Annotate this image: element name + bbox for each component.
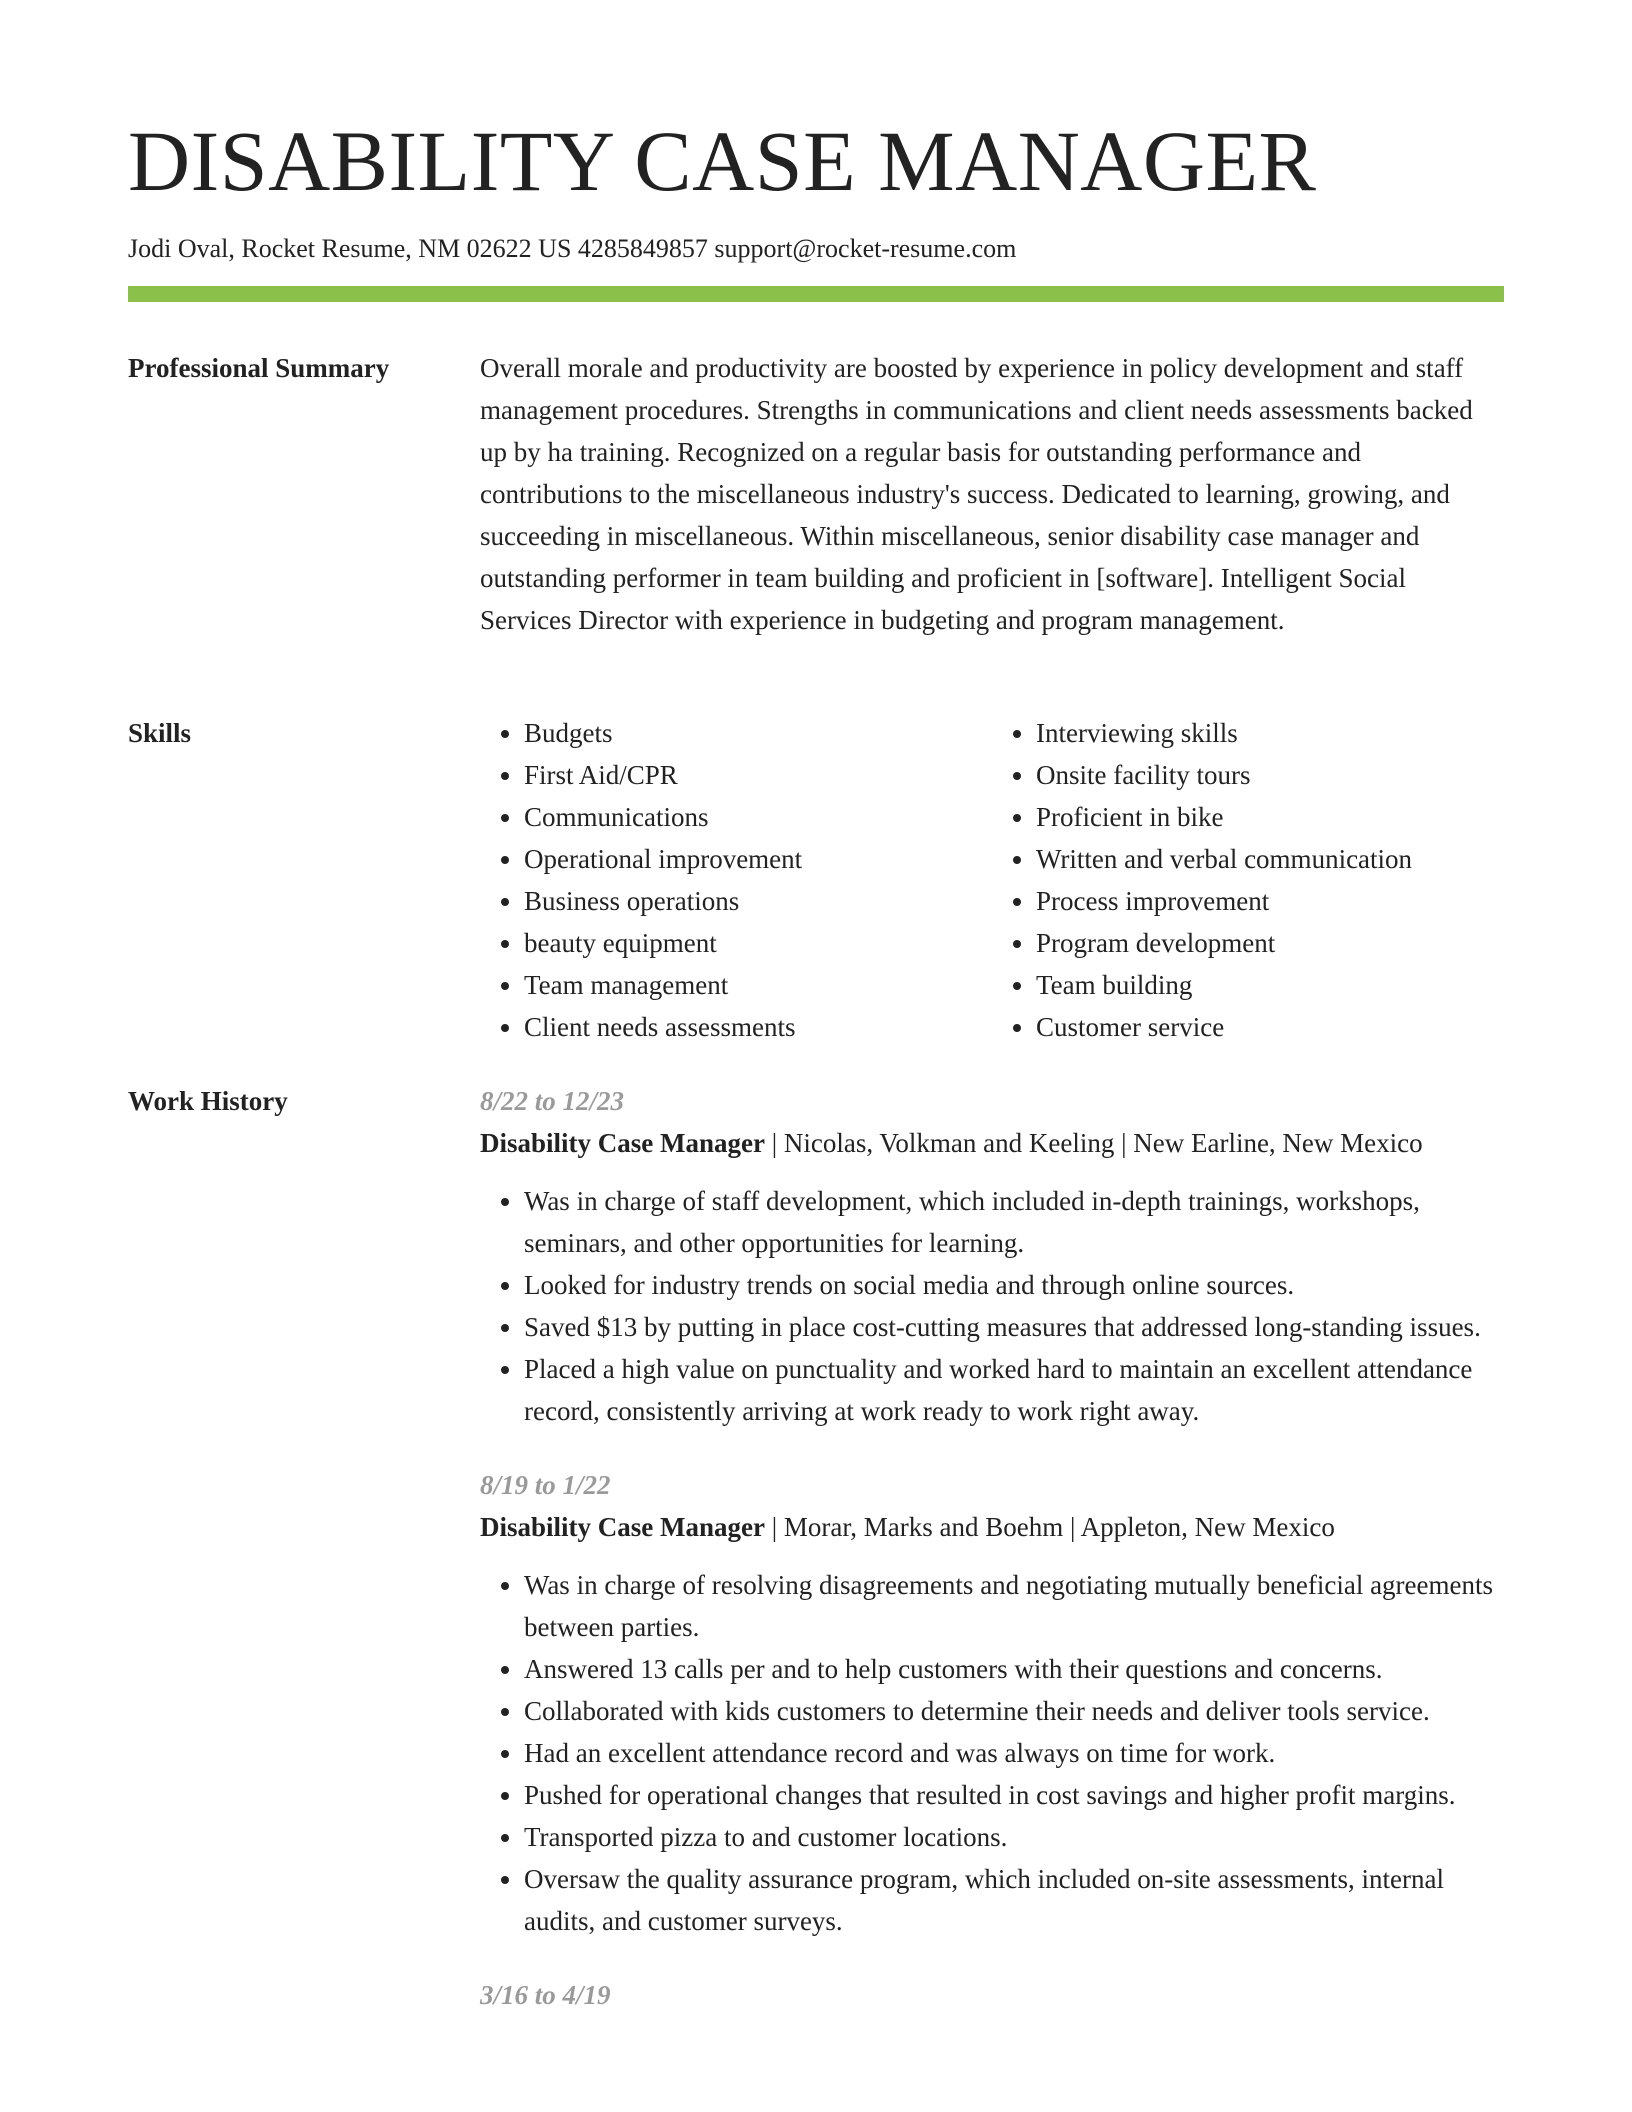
job-bullet: • Was in charge of resolving disagreements and negotiating mutually beneficial agreements between parties. — [524, 1564, 1504, 1648]
skill-item: • Proficient in bike — [1036, 796, 1504, 838]
skill-item: • Client needs assessments — [524, 1006, 992, 1048]
skill-item: • Team management — [524, 964, 992, 1006]
skill-item: • Onsite facility tours — [1036, 754, 1504, 796]
job-bullet: • Transported pizza to and customer locations. — [524, 1816, 1504, 1858]
skill-item: • Business operations — [524, 880, 992, 922]
skills-body — [480, 712, 1504, 1048]
skills-list-right — [992, 712, 1504, 1048]
summary-text: Overall morale and productivity are boosted by experience in policy development and staff management procedures. Strengths in communications and client needs assessments backed up by ha training. Recognized on a regular basis for outstanding performance and contributions to the miscellaneous industry's success. Dedicated to learning, growing, and succeeding in miscellaneous. Within miscellaneous, senior disability case manager and outstanding performer in team building and proficient in [software]. Intelligent Social Services Director with experience in budgeting and program management. — [480, 353, 1473, 635]
skill-item: • Operational improvement — [524, 838, 992, 880]
skill-item: • Written and verbal communication — [1036, 838, 1504, 880]
job-employer-location: | Nicolas, Volkman and Keeling | New Earline, New Mexico — [764, 1128, 1423, 1158]
job-bullet-list — [480, 1180, 1504, 1432]
job-title-line — [480, 1506, 1504, 1548]
job-dates: 8/22 to 12/23 — [480, 1086, 625, 1116]
job-bullet: • Had an excellent attendance record and was always on time for work. — [524, 1732, 1504, 1774]
job-bullet: • Placed a high value on punctuality and worked hard to maintain an excellent attendance record, consistently arriving at work ready to work right away. — [524, 1348, 1504, 1432]
job-bullet: • Saved $13 by putting in place cost-cutting measures that addressed long-standing issues. — [524, 1306, 1504, 1348]
header-divider — [128, 286, 1504, 302]
job-bullet: • Looked for industry trends on social media and through online sources. — [524, 1264, 1504, 1306]
page-title: DISABILITY CASE MANAGER — [128, 113, 1317, 209]
job-dates: 3/16 to 4/19 — [480, 1980, 611, 2010]
job-dates: 8/19 to 1/22 — [480, 1470, 611, 1500]
skills-columns — [480, 712, 1504, 1048]
job-title-line — [480, 1122, 1504, 1164]
skills-list-left — [480, 712, 992, 1048]
skill-item: • Process improvement — [1036, 880, 1504, 922]
job-bullet: • Oversaw the quality assurance program, which included on-site assessments, internal audits, and customer surveys. — [524, 1858, 1504, 1942]
job-bullet: • Answered 13 calls per and to help customers with their questions and concerns. — [524, 1648, 1504, 1690]
skill-item: • Team building — [1036, 964, 1504, 1006]
skills-heading: Skills — [128, 718, 192, 748]
work-history-heading: Work History — [128, 1086, 288, 1116]
job-entry — [480, 1974, 1504, 2016]
summary-heading: Professional Summary — [128, 353, 390, 383]
job-entry — [480, 1080, 1504, 1432]
job-entry — [480, 1464, 1504, 1942]
skill-item: • Program development — [1036, 922, 1504, 964]
summary-body — [480, 347, 1504, 641]
skill-item: • First Aid/CPR — [524, 754, 992, 796]
job-bullet: • Pushed for operational changes that resulted in cost savings and higher profit margins. — [524, 1774, 1504, 1816]
skill-item: • Communications — [524, 796, 992, 838]
contact-line: Jodi Oval, Rocket Resume, NM 02622 US 4285849857 support@rocket-resume.com — [128, 234, 1017, 263]
work-history-body — [480, 1080, 1504, 2048]
job-bullet: • Collaborated with kids customers to determine their needs and deliver tools service. — [524, 1690, 1504, 1732]
job-bullet-list — [480, 1564, 1504, 1942]
skill-item: • beauty equipment — [524, 922, 992, 964]
job-bullet: • Was in charge of staff development, which included in-depth trainings, workshops, seminars, and other opportunities for learning. — [524, 1180, 1504, 1264]
skill-item: • Interviewing skills — [1036, 712, 1504, 754]
job-title: Disability Case Manager — [480, 1512, 765, 1542]
job-employer-location: | Morar, Marks and Boehm | Appleton, New Mexico — [764, 1512, 1335, 1542]
job-title: Disability Case Manager — [480, 1128, 765, 1158]
skill-item: • Customer service — [1036, 1006, 1504, 1048]
skill-item: • Budgets — [524, 712, 992, 754]
